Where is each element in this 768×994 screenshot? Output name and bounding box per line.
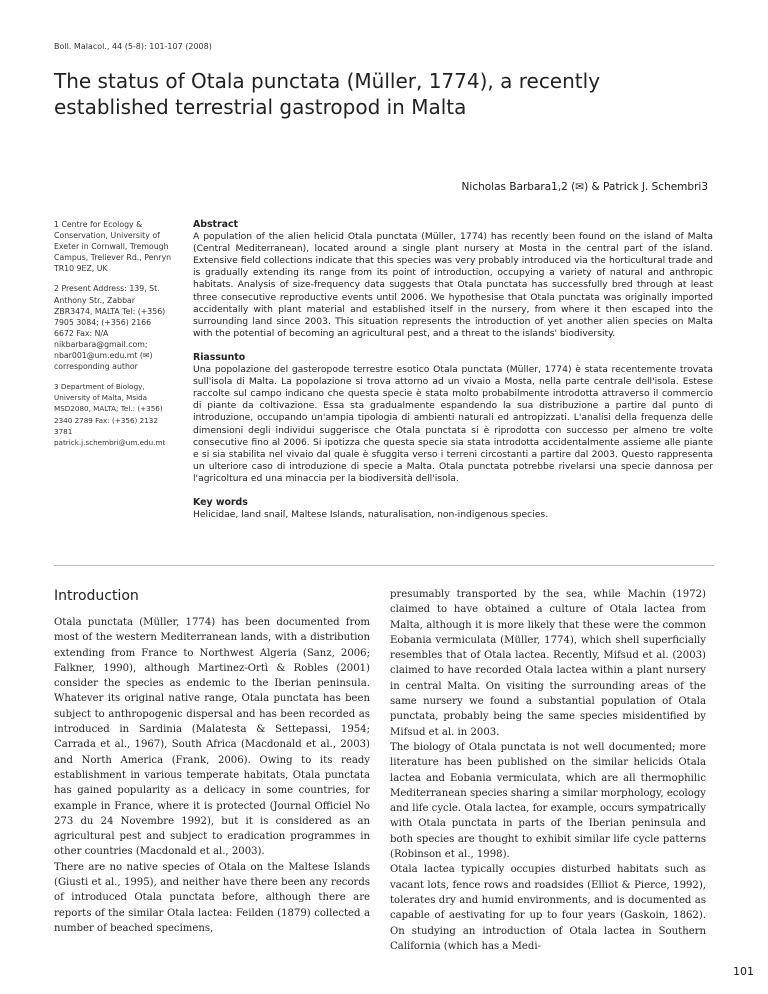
body-paragraph: Otala lactea typically occupies disturbed habitats such as vacant lots, fence rows and roadsides (Elliot & Pierce, 1992), tolerates dry and humid environments, and is documented as capable of aestivating for up to four years (Gaskoin, 1862). On studying an introduction of Otala lactea in Southern California (which has a Medi-: [390, 864, 706, 952]
body-column-right: [390, 587, 706, 954]
affiliation-2: 2 Present Address: 139, St. Anthony Str., Zabbar ZBR3474, MALTA Tel: (+356) 7905 3084; (+356) 2166 6672 Fax: N/A nikbarbara@gmail.com; nbar001@um.edu.mt (✉) corresponding author: [54, 284, 166, 372]
introduction-heading: Introduction: [54, 588, 139, 604]
abstract-heading: Abstract: [193, 219, 239, 230]
abstract-text: A population of the alien helicid Otala punctata (Müller, 1774) has recently been found on the island of Malta (Central Mediterranean), located around a single plant nursery at Mosta in the central part of the island. Extensive field collections indicate that this species was very probably introduced via the horticultural trade and is gradually extending its range from its point of introduction, occupying a variety of natural and anthropic habitats. Analysis of size-frequency data suggests that Otala punctata has successfully bred through at least three consecutive reproductive events until 2006. We hypothesise that Otala punctata was originally imported accidentally with plant material and established itself in the nursery, from where it then escaped into the surrounding land since 2003. This situation represents the introduction of yet another alien species on Malta with the potential of becoming an agricultural pest, and a threat to the islands' biodiversity.: [193, 231, 713, 339]
affiliation-3: 3 Department of Biology, University of Malta, Msida MSD2080, MALTA; Tel.: (+356) 2340 2789 Fax: (+356) 2132 3781 patrick.j.schembri@um.edu.mt: [54, 382, 166, 447]
riassunto-text: Una popolazione del gasteropode terrestre esotico Otala punctata (Müller, 1774) è stata recentemente trovata sull'isola di Malta. La popolazione si trova attorno ad un vivaio a Mosta, nella parte centrale dell'isola. Estese raccolte sul campo indicano che questa specie è stata molto probabilmente introdotta attraverso il commercio di piante da coltivazione. Essa sta gradualmente espandendo la sua distribuzione a partire dal punto di introduzione, occupando un'ampia tipologia di ambienti naturali ed antropizzati. L'analisi della frequenza delle dimensioni degli individui suggerisce che Otala punctata si è riprodotta con successo per almeno tre volte consecutive fino al 2006. Si ipotizza che questa specie sia stata introdotta accidentalmente assieme alle piante e si sia stabilita nel vivaio dal quale è sfuggita verso i terreni circostanti a partire dal 2003. Questo rappresenta un ulteriore caso di introduzione di specie a Malta. Otala punctata potrebbe rivelarsi una specie dannosa per l'agricoltura ed una minaccia per la biodiversità dell'isola.: [193, 364, 713, 484]
abstract-area: [193, 219, 713, 533]
section-divider: [54, 565, 714, 566]
body-paragraph: The biology of Otala punctata is not well documented; more literature has been published on the similar helicids Otala lactea and Eobania vermiculata, which are all thermophilic Mediterranean species sharing a similar morphology, ecology and life cycle. Otala lactea, for example, occurs sympatrically with Otala punctata in parts of the Iberian peninsula and both species are thought to exhibit similar life cycle patterns (Robinson et al., 1998).: [390, 741, 706, 861]
journal-reference: Boll. Malacol., 44 (5-8): 101-107 (2008): [54, 42, 212, 51]
author-line: Nicholas Barbara1,2 (✉) & Patrick J. Schembri3: [461, 181, 708, 193]
body-paragraph: presumably transported by the sea, while Machin (1972) claimed to have obtained a culture of Otala lactea from Malta, although it is more likely that these were the common Eobania vermiculata (Müller, 1774), which shell superficially resembles that of Otala lactea. Recently, Mifsud et al. (2003) claimed to have recorded Otala lactea within a plant nursery in central Malta. On visiting the surrounding areas of the same nursery we found a substantial population of Otala punctata, probably being the same species misidentified by Mifsud et al. in 2003.: [390, 589, 706, 738]
affiliations: [54, 219, 172, 457]
page-number: 101: [733, 965, 754, 978]
riassunto-section: [193, 352, 713, 485]
body-paragraph: Otala punctata (Müller, 1774) has been documented from most of the western Mediterranean lands, with a distribution extending from France to Northwest Algeria (Sanz, 2006; Falkner, 1990), although Martinez-Ortì & Robles (2001) consider the species as endemic to the Iberian peninsula. Whatever its original native range, Otala punctata has been subject to anthropogenic dispersal and has been recorded as introduced in Sardinia (Malatesta & Settepassi, 1954; Carrada et al., 1967), South Africa (Macdonald et al., 2003) and North America (Frank, 2006). Owing to its ready establishment in various temperate habitats, Otala punctata has gained popularity as a delicacy in some countries, for example in France, where it is protected (Journal Officiel No 273 du 24 Novembre 1992), but it is considered as an agricultural pest and subject to eradication programmes in other countries (Macdonald et al., 2003).: [54, 617, 370, 858]
keywords-heading: Key words: [193, 496, 248, 508]
body-paragraph: There are no native species of Otala on the Maltese Islands (Giusti et al., 1995), and neither have there been any records of introduced Otala punctata before, although there are reports of the similar Otala lactea: Feilden (1879) collected a number of beached specimens,: [54, 861, 370, 934]
abstract-section: [193, 219, 713, 340]
keywords-text: Helicidae, land snail, Maltese Islands, naturalisation, non-indigenous species.: [193, 509, 549, 521]
riassunto-heading: Riassunto: [193, 351, 246, 363]
paper-title: The status of Otala punctata (Müller, 1774), a recently established terrestrial gastropod in Malta: [54, 69, 601, 119]
keywords-section: [193, 497, 713, 521]
body-column-left: [54, 587, 370, 936]
affiliation-1: 1 Centre for Ecology & Conservation, University of Exeter in Cornwall, Tremough Campus, Treliever Rd., Penryn TR10 9EZ, UK: [54, 220, 172, 274]
